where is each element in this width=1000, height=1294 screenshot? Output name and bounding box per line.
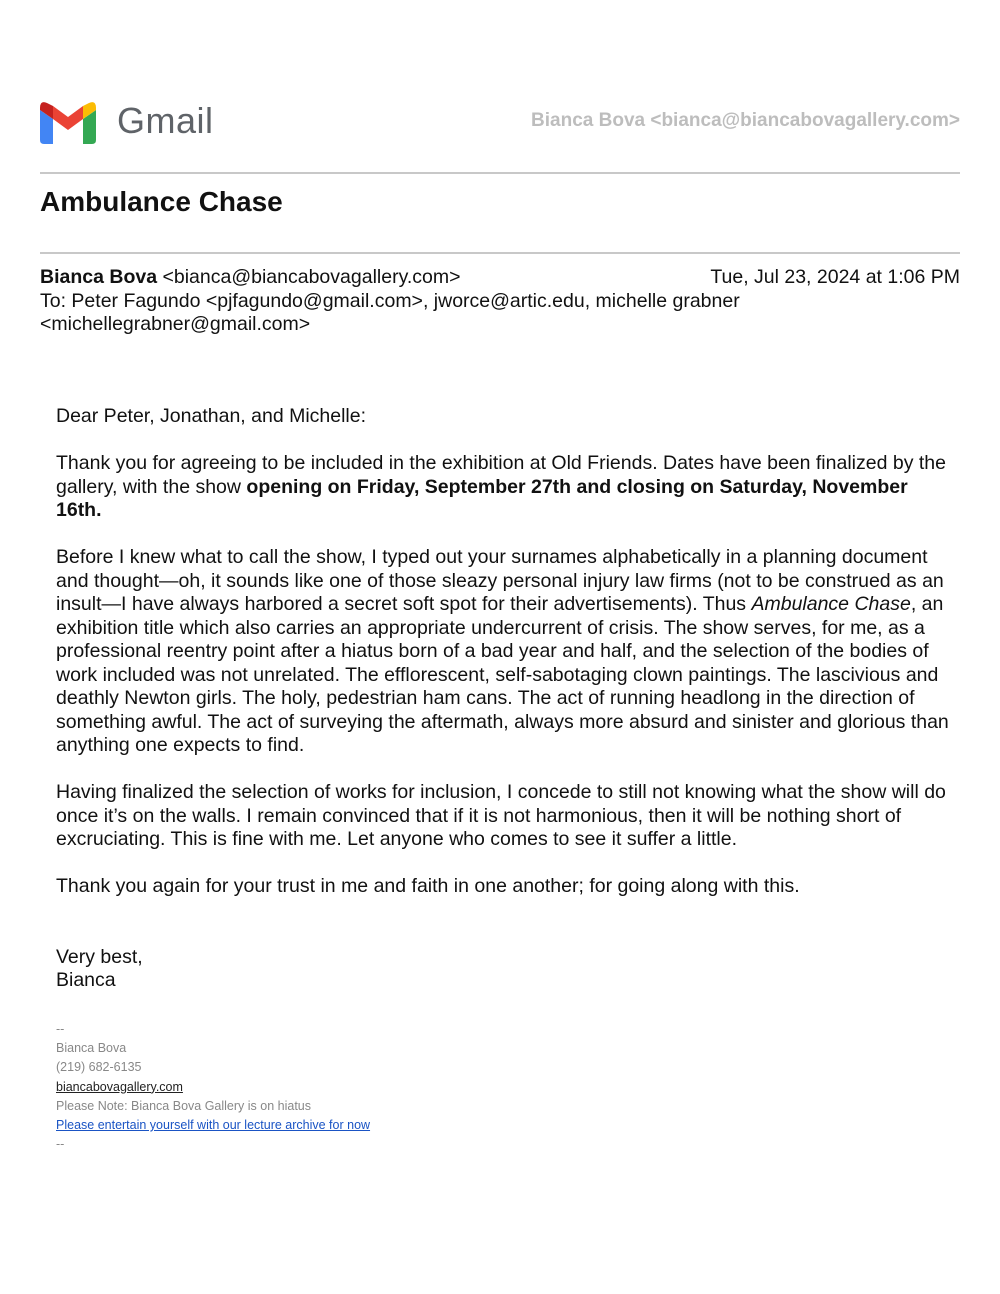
- show-title: Ambulance Chase: [751, 593, 911, 615]
- gmail-header: [40, 98, 960, 148]
- gmail-logo-icon: [40, 102, 96, 144]
- greeting: Dear Peter, Jonathan, and Michelle:: [56, 405, 367, 427]
- gmail-brand: Gmail: [117, 100, 214, 141]
- paragraph-2-text-a: Before I knew what to call the show, I typed out your surnames alphabetically in a planning document and thought—oh, it sounds like one of those sleazy personal injury law firms (not to be construed as an insult—I have always harbored a secret soft spot for their advertisements). Thus: [56, 546, 944, 615]
- signoff-name: Bianca: [56, 969, 116, 991]
- account-email: Bianca Bova <bianca@biancabovagallery.com>: [531, 110, 960, 131]
- paragraph-3: Having finalized the selection of works for inclusion, I concede to still not knowing what the show will do once it’s on the walls. I remain convinced that if it is not harmonious, then it will be nothing short of excruciating. This is fine with me. Let anyone who comes to see it suffer a little.: [56, 781, 946, 850]
- spacer: [56, 922, 956, 946]
- signature-website-link[interactable]: biancabovagallery.com: [56, 1079, 183, 1094]
- lecture-archive-link[interactable]: Please entertain yourself with our lecture archive for now: [56, 1118, 371, 1133]
- paragraph-1-dates: opening on Friday, September 27th and closing on Saturday, November 16th.: [56, 475, 908, 521]
- recipients-line-2: <michellegrabner@gmail.com>: [40, 313, 311, 335]
- signature-name: Bianca Bova: [56, 1041, 127, 1056]
- signature-note: Please Note: Bianca Bova Gallery is on hiatus: [56, 1098, 311, 1113]
- paragraph-4: Thank you again for your trust in me and faith in one another; for going along with this.: [56, 875, 800, 897]
- email-date: Tue, Jul 23, 2024 at 1:06 PM: [710, 266, 960, 288]
- sender-email: <bianca@biancabovagallery.com>: [162, 266, 461, 288]
- divider-top: [40, 172, 960, 174]
- divider-subject: [40, 252, 960, 254]
- signature-phone: (219) 682-6135: [56, 1060, 142, 1075]
- email-subject: Ambulance Chase: [40, 186, 283, 217]
- paragraph-1-text: Thank you for agreeing to be included in the exhibition at Old Friends. Dates have been finalized by the gallery, with the show: [56, 452, 946, 498]
- email-signature: [56, 1020, 370, 1154]
- paragraph-2: [56, 546, 956, 758]
- paragraph-2-text-b: , an exhibition title which also carries an appropriate undercurrent of crisis. The show serves, for me, as a professional reentry point after a hiatus born of a bad year and half, and the selection of the bodies of work included was not unrelated. The efflorescent, self-sabotaging clown paintings. The lascivious and deathly Newton girls. The holy, pedestrian ham cans. The act of running headlong in the direction of something awful. The act of surveying the aftermath, always more absurd and sinister and glorious than anything one expects to find.: [56, 593, 949, 756]
- paragraph-1: [56, 452, 956, 523]
- signature-separator: --: [56, 1022, 65, 1036]
- sender-name: Bianca Bova: [40, 266, 158, 288]
- email-body: [56, 405, 956, 993]
- closing: Very best,: [56, 945, 143, 968]
- signature-separator-2: --: [56, 1137, 65, 1152]
- gmail-logo-red: [53, 106, 83, 130]
- email-meta: [40, 266, 960, 337]
- recipients-line-1: To: Peter Fagundo <pjfagundo@gmail.com>, jworce@artic.edu, michelle grabner: [40, 289, 740, 312]
